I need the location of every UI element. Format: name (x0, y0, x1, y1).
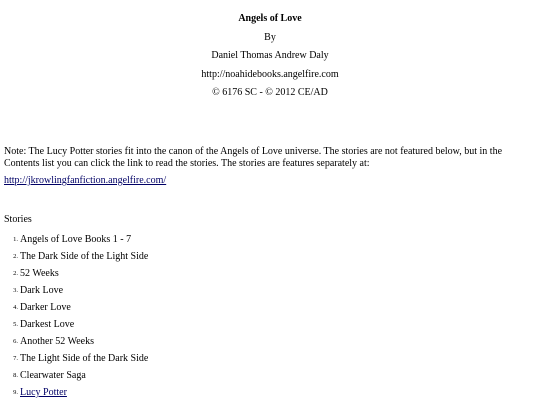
story-list-item[interactable] (0, 384, 148, 401)
story-title: Clearwater Saga (20, 370, 86, 381)
story-title: The Dark Side of the Light Side (20, 251, 149, 262)
story-number: 5. (13, 321, 18, 328)
stories-heading: Stories (4, 214, 32, 225)
story-title: The Light Side of the Dark Side (20, 353, 149, 364)
story-title: 52 Weeks (20, 268, 59, 279)
story-link[interactable]: Lucy Potter (20, 387, 67, 398)
story-list-item (0, 231, 148, 248)
story-title: Darkest Love (20, 319, 75, 330)
story-list (0, 231, 148, 401)
website-text: http://noahidebooks.angelfire.com (201, 68, 339, 80)
story-list-item (0, 299, 148, 316)
story-title: Dark Love (20, 285, 64, 296)
story-list-item (0, 367, 148, 384)
story-title: Darker Love (20, 302, 71, 313)
story-number: 4. (13, 304, 18, 311)
note-paragraph: Note: The Lucy Potter stories fit into the canon of the Angels of Love universe. The stories are not featured below, but in the Contents list you can click the link to read the stories. The stories are features separately at: (4, 146, 503, 169)
byline: By (264, 31, 276, 43)
story-number: 2. (13, 253, 18, 260)
copyright-text: © 6176 SC - © 2012 CE/AD (212, 87, 328, 98)
story-number: 3. (13, 287, 18, 294)
story-number: 1. (13, 236, 18, 243)
story-list-item (0, 282, 148, 299)
story-title: Another 52 Weeks (20, 336, 94, 347)
story-list-item (0, 265, 148, 282)
story-list-item (0, 316, 148, 333)
story-number: 2. (13, 270, 18, 277)
author-name: Daniel Thomas Andrew Daly (211, 50, 329, 61)
story-list-item (0, 350, 148, 367)
story-title: Angels of Love Books 1 - 7 (20, 234, 132, 245)
story-number: 7. (13, 355, 18, 362)
story-number: 6. (13, 338, 18, 345)
story-list-item (0, 248, 148, 265)
page-title: Angels of Love (238, 13, 302, 24)
story-number: 8. (13, 372, 18, 379)
fanfiction-link[interactable]: http://jkrowlingfanfiction.angelfire.com/ (4, 175, 167, 186)
story-number: 9. (13, 389, 18, 396)
story-list-item (0, 333, 148, 350)
fanfiction-link-line (4, 175, 166, 187)
page-header (0, 10, 540, 103)
